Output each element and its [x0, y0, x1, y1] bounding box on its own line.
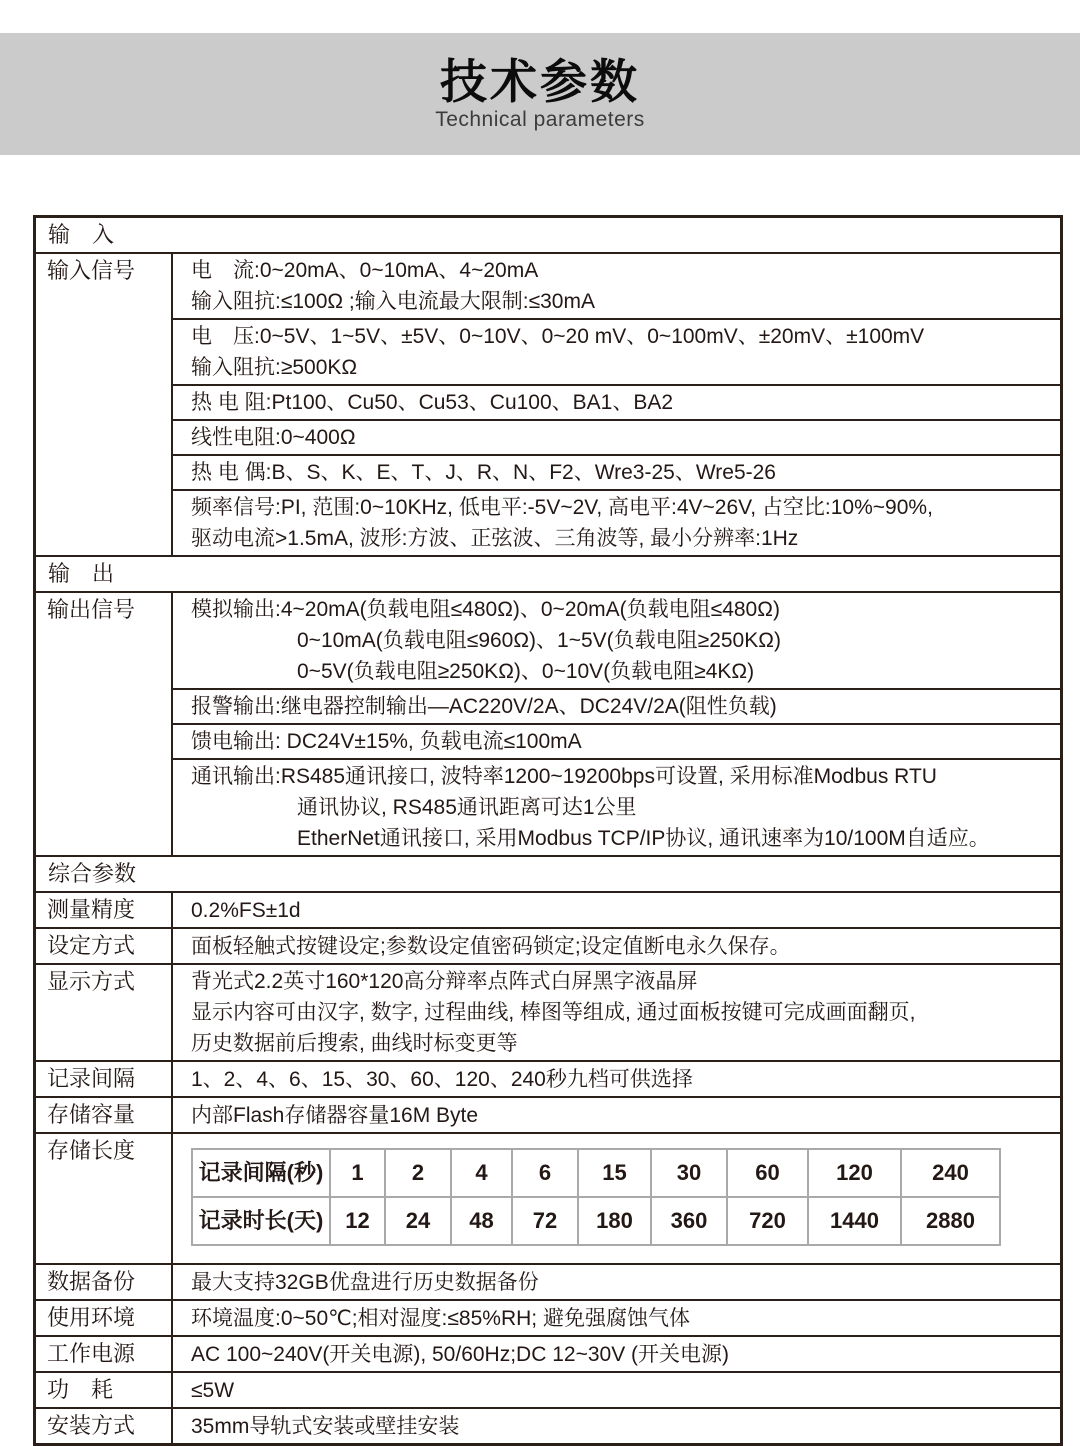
spec-line: 驱动电流>1.5mA, 波形:方波、正弦波、三角波等, 最小分辨率:1Hz	[191, 527, 799, 550]
storage-cell: 48	[451, 1197, 512, 1245]
storage-cell: 240	[901, 1149, 1000, 1197]
storage-cell: 120	[808, 1149, 901, 1197]
row-label: 设定方式	[36, 929, 173, 963]
storage-cell: 1440	[808, 1197, 901, 1245]
spec-line: 热 电 偶:B、S、K、E、T、J、R、N、F2、Wre3-25、Wre5-26	[191, 461, 776, 484]
spec-line: 电 流:0~20mA、0~10mA、4~20mA	[191, 259, 539, 282]
section-row-output	[36, 555, 1060, 591]
storage-cell: 60	[727, 1149, 808, 1197]
spec-line: ≤5W	[191, 1378, 235, 1402]
storage-length-table	[191, 1148, 1001, 1246]
spec-line: EtherNet通讯接口, 采用Modbus TCP/IP协议, 通讯速率为10/100M自适应。	[297, 827, 990, 850]
section-header-input: 输 入	[48, 222, 115, 247]
row-label: 数据备份	[36, 1265, 173, 1299]
output-signal-content	[173, 593, 1060, 855]
spec-line: 输入阻抗:≥500KΩ	[191, 356, 358, 379]
section-row-input	[36, 218, 1060, 252]
spec-line: AC 100~240V(开关电源), 50/60Hz;DC 12~30V (开关电源)	[191, 1342, 730, 1366]
spec-line: 输入阻抗:≤100Ω ;输入电流最大限制:≤30mA	[191, 290, 595, 313]
storage-table-wrap	[173, 1134, 1060, 1263]
row-label: 显示方式	[36, 965, 173, 1060]
spec-line: 频率信号:PI, 范围:0~10KHz, 低电平:-5V~2V, 高电平:4V~26V, 占空比:10%~90%,	[191, 496, 933, 519]
spec-line: 内部Flash存储器容量16M Byte	[191, 1103, 479, 1127]
spec-line: 历史数据前后搜索, 曲线时标变更等	[191, 1032, 518, 1055]
spec-line: 环境温度:0~50℃;相对湿度:≤85%RH; 避免强腐蚀气体	[191, 1306, 690, 1330]
page-title: 技术参数	[440, 54, 640, 108]
row-environment	[36, 1299, 1060, 1335]
storage-cell: 2	[385, 1149, 451, 1197]
row-installation	[36, 1407, 1060, 1443]
spec-subrow-rtd	[173, 384, 1060, 419]
output-signal-row	[36, 591, 1060, 855]
row-label: 使用环境	[36, 1301, 173, 1335]
storage-interval-label: 记录间隔(秒)	[192, 1149, 330, 1197]
section-header-general: 综合参数	[48, 861, 137, 886]
row-setting-method	[36, 927, 1060, 963]
page-subtitle: Technical parameters	[435, 108, 645, 132]
row-accuracy	[36, 891, 1060, 927]
spec-line: 0~5V(负载电阻≥250KΩ)、0~10V(负载电阻≥4KΩ)	[297, 660, 755, 683]
storage-cell: 15	[578, 1149, 651, 1197]
row-label: 测量精度	[36, 893, 173, 927]
row-storage-length	[36, 1132, 1060, 1263]
spec-line: 最大支持32GB优盘进行历史数据备份	[191, 1270, 539, 1294]
spec-line: 0~10mA(负载电阻≤960Ω)、1~5V(负载电阻≥250KΩ)	[297, 629, 781, 652]
spec-line: 显示内容可由汉字, 数字, 过程曲线, 棒图等组成, 通过面板按键可完成画面翻页,	[191, 1001, 916, 1024]
storage-duration-label: 记录时长(天)	[192, 1197, 330, 1245]
spec-subrow-feed-output	[173, 723, 1060, 758]
spec-line: 馈电输出: DC24V±15%, 负载电流≤100mA	[191, 730, 582, 753]
spec-line: 线性电阻:0~400Ω	[191, 426, 356, 449]
storage-cell: 720	[727, 1197, 808, 1245]
spec-line: 报警输出:继电器控制输出—AC220V/2A、DC24V/2A(阻性负载)	[191, 695, 777, 718]
row-label-input-signal: 输入信号	[36, 254, 173, 555]
storage-cell: 4	[451, 1149, 512, 1197]
spec-table	[33, 215, 1063, 1446]
storage-duration-row	[192, 1197, 1000, 1245]
spec-subrow-thermocouple	[173, 454, 1060, 489]
storage-cell: 6	[512, 1149, 578, 1197]
storage-cell: 24	[385, 1197, 451, 1245]
spec-subrow-voltage	[173, 318, 1060, 384]
storage-cell: 72	[512, 1197, 578, 1245]
spec-line: 0.2%FS±1d	[191, 898, 301, 922]
row-label: 功 耗	[36, 1373, 173, 1407]
spec-line: 热 电 阻:Pt100、Cu50、Cu53、Cu100、BA1、BA2	[191, 391, 674, 414]
header-band	[0, 33, 1080, 155]
row-storage-capacity	[36, 1096, 1060, 1132]
spec-line: 模拟输出:4~20mA(负载电阻≤480Ω)、0~20mA(负载电阻≤480Ω)	[191, 598, 780, 621]
row-label: 安装方式	[36, 1409, 173, 1443]
row-record-interval	[36, 1060, 1060, 1096]
storage-cell: 12	[330, 1197, 385, 1245]
spec-line: 面板轻触式按键设定;参数设定值密码锁定;设定值断电永久保存。	[191, 934, 791, 958]
spec-subrow-linear-resistance	[173, 419, 1060, 454]
storage-cell: 30	[651, 1149, 727, 1197]
spec-subrow-comm-output	[173, 758, 1060, 855]
spec-line: 电 压:0~5V、1~5V、±5V、0~10V、0~20 mV、0~100mV、±20mV、±100mV	[191, 325, 925, 348]
storage-cell: 360	[651, 1197, 727, 1245]
spec-line: 1、2、4、6、15、30、60、120、240秒九档可供选择	[191, 1067, 693, 1091]
section-row-general	[36, 855, 1060, 891]
spec-subrow-alarm-output	[173, 688, 1060, 723]
spec-subrow-analog-output	[173, 593, 1060, 688]
storage-cell: 180	[578, 1197, 651, 1245]
section-header-output: 输 出	[48, 561, 115, 586]
storage-cell: 1	[330, 1149, 385, 1197]
row-data-backup	[36, 1263, 1060, 1299]
spec-subrow-frequency	[173, 489, 1060, 555]
spec-line: 通讯输出:RS485通讯接口, 波特率1200~19200bps可设置, 采用标准Modbus RTU	[191, 765, 937, 788]
row-label: 记录间隔	[36, 1062, 173, 1096]
spec-line: 通讯协议, RS485通讯距离可达1公里	[297, 796, 637, 819]
spec-line: 背光式2.2英寸160*120高分辩率点阵式白屏黑字液晶屏	[191, 970, 698, 993]
spec-subrow-current	[173, 254, 1060, 318]
row-label-storage-length: 存储长度	[36, 1134, 173, 1263]
row-label: 存储容量	[36, 1098, 173, 1132]
row-label: 工作电源	[36, 1337, 173, 1371]
input-signal-row	[36, 252, 1060, 555]
row-power-consumption	[36, 1371, 1060, 1407]
storage-interval-row	[192, 1149, 1000, 1197]
input-signal-content	[173, 254, 1060, 555]
spec-line: 35mm导轨式安装或壁挂安装	[191, 1414, 460, 1438]
storage-cell: 2880	[901, 1197, 1000, 1245]
row-label-output-signal: 输出信号	[36, 593, 173, 855]
row-power-supply	[36, 1335, 1060, 1371]
row-display-mode	[36, 963, 1060, 1060]
page	[0, 33, 1080, 1446]
